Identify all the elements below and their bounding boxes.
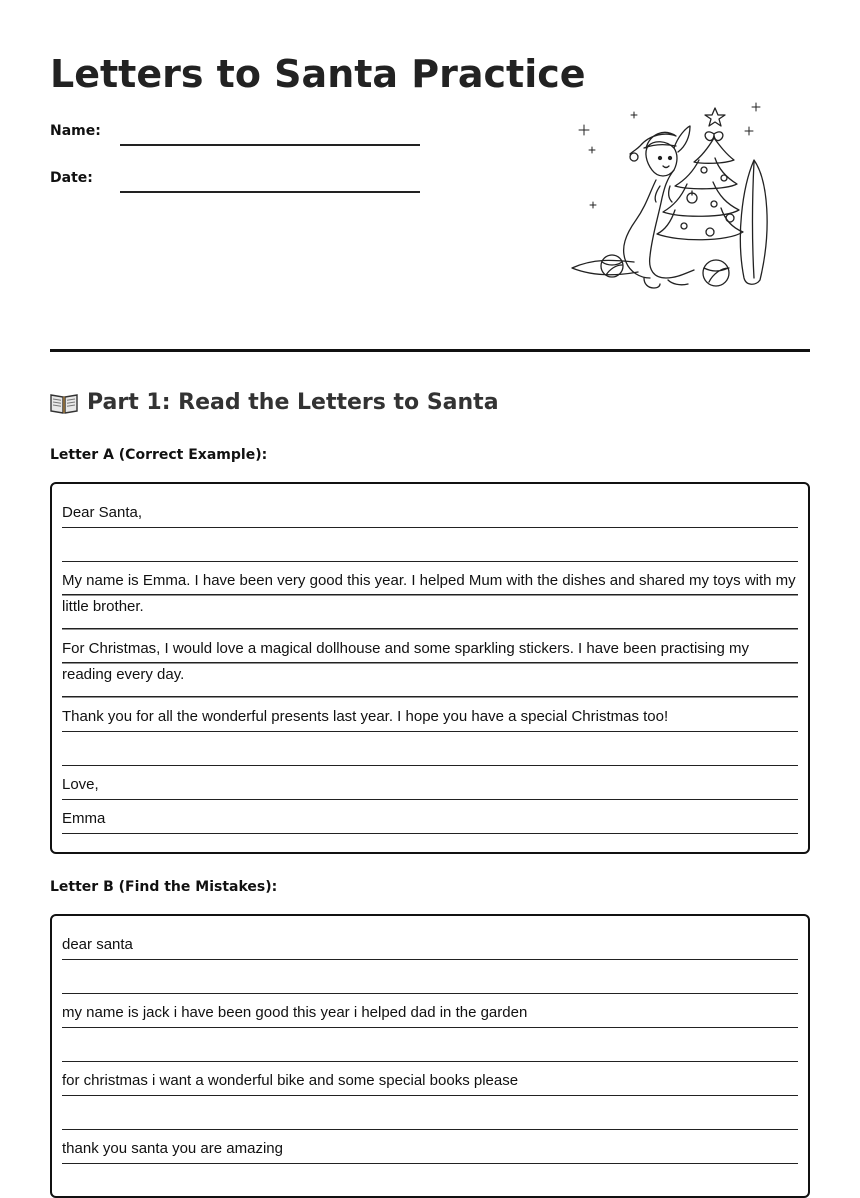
letter-b-line: my name is jack i have been good this year i helped dad in the garden [62, 994, 798, 1028]
letter-b-line: thank you santa you are amazing [62, 1130, 798, 1164]
letter-b-line[interactable] [62, 960, 798, 994]
name-label: Name: [50, 123, 101, 139]
letter-b-label: Letter B (Find the Mistakes): [50, 879, 278, 895]
name-field [50, 122, 430, 152]
letter-a-line [62, 732, 798, 766]
letter-a-line: For Christmas, I would love a magical dollhouse and some sparkling stickers. I have been practising my reading every day. [62, 630, 798, 698]
part1-heading [50, 388, 499, 418]
worksheet-title: Letters to Santa Practice [50, 52, 586, 96]
letter-a-label: Letter A (Correct Example): [50, 447, 268, 463]
letter-a-line [62, 528, 798, 562]
letter-b-line: for christmas i want a wonderful bike and some special books please [62, 1062, 798, 1096]
letter-b-box [50, 914, 810, 1198]
letter-a-line: Thank you for all the wonderful presents last year. I hope you have a special Christmas too! [62, 698, 798, 732]
letter-b-lines [62, 926, 798, 1164]
name-write-line[interactable] [120, 144, 420, 146]
date-label: Date: [50, 170, 93, 186]
header-divider [50, 349, 810, 352]
letter-a-line: Dear Santa, [62, 494, 798, 528]
letter-a-line: My name is Emma. I have been very good this year. I helped Mum with the dishes and shared my toys with my little brother. [62, 562, 798, 630]
letter-b-line[interactable] [62, 1096, 798, 1130]
letter-b-line[interactable] [62, 1028, 798, 1062]
part1-heading-text: Part 1: Read the Letters to Santa [87, 390, 499, 415]
letter-a-line: Love, [62, 766, 798, 800]
letter-a-line: Emma [62, 800, 798, 834]
kangaroo-christmas-tree-icon [564, 100, 779, 300]
letter-a-lines [62, 494, 798, 834]
letter-b-line: dear santa [62, 926, 798, 960]
letter-a-box [50, 482, 810, 854]
date-field [50, 169, 430, 199]
date-write-line[interactable] [120, 191, 420, 193]
open-book-icon [50, 392, 78, 414]
